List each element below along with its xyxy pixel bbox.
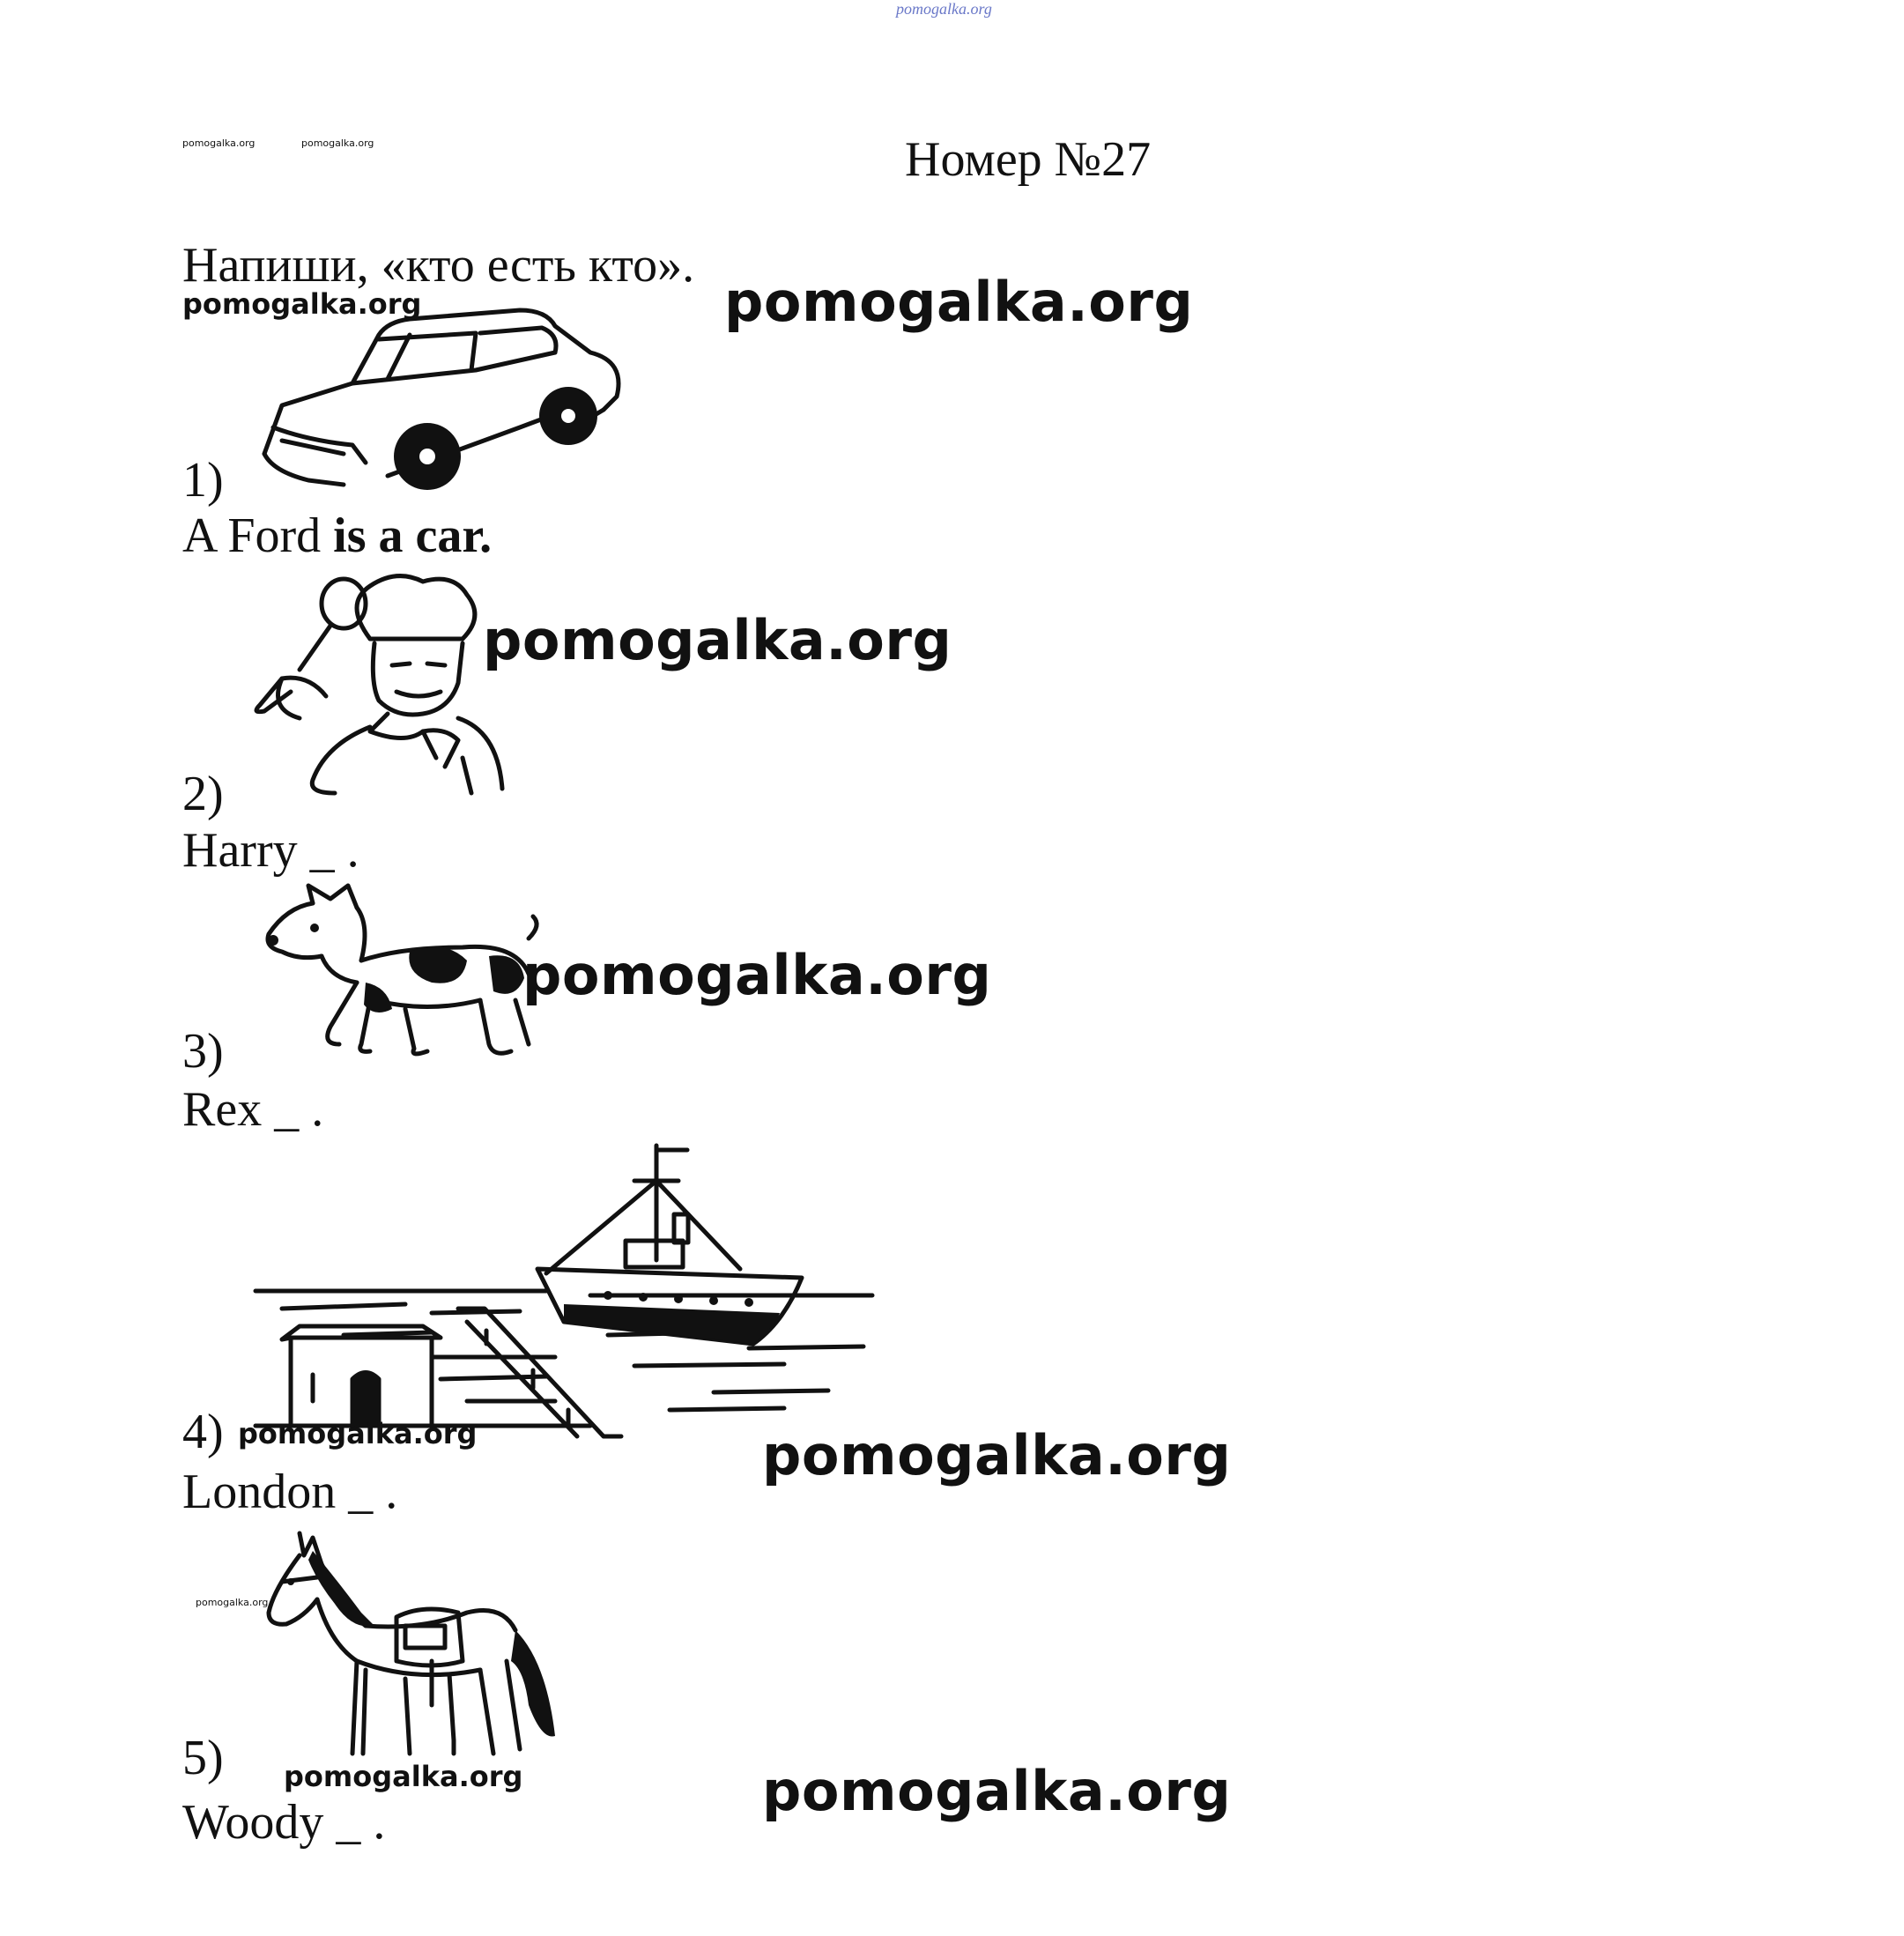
item-2-number: 2): [182, 767, 224, 821]
instruction-watermark-small: pomogalka.org: [182, 287, 422, 321]
item-1-answer: is a car.: [333, 508, 493, 563]
instruction-text: Напиши, «кто есть кто».: [182, 238, 695, 293]
item-3-number: 3): [182, 1024, 224, 1079]
harbour-ship-illustration: [256, 1146, 872, 1441]
instruction-watermark-big: pomogalka.org: [724, 270, 1194, 334]
item-5-watermark-big: pomogalka.org: [762, 1759, 1232, 1823]
cook-watermark: pomogalka.org: [483, 608, 952, 672]
item-3-subject: Rex: [182, 1082, 263, 1137]
horse-watermark-tiny: pomogalka.org: [196, 1597, 269, 1608]
item-2-subject: Harry: [182, 823, 298, 878]
item-1-number: 1): [182, 453, 224, 508]
header-watermark-2: pomogalka.org: [301, 137, 374, 149]
top-watermark: pomogalka.org: [896, 0, 992, 18]
item-1-sentence: [182, 508, 493, 563]
item-5-sentence: [182, 1795, 386, 1850]
item-4-watermark-big: pomogalka.org: [762, 1423, 1232, 1487]
header-watermark-1: pomogalka.org: [182, 137, 256, 149]
item-5-watermark-small: pomogalka.org: [284, 1760, 523, 1793]
dog-illustration: [260, 877, 542, 1066]
dog-watermark: pomogalka.org: [522, 943, 992, 1007]
item-3-sentence: [182, 1082, 324, 1137]
horse-illustration: [264, 1529, 564, 1767]
item-2-sentence: [182, 823, 359, 878]
cook-illustration: [247, 568, 511, 797]
item-4-sentence: [182, 1467, 397, 1517]
car-illustration: [256, 300, 630, 493]
item-4-subject: London: [182, 1465, 337, 1519]
page-title: Номер №27: [905, 132, 1152, 187]
item-5-number: 5): [182, 1731, 224, 1785]
item-5-blank: _ .: [336, 1795, 386, 1850]
item-4-watermark-small: pomogalka.org: [238, 1417, 478, 1450]
item-1-subject: A Ford: [182, 508, 322, 563]
item-5-subject: Woody: [182, 1795, 324, 1850]
item-2-blank: _ .: [309, 823, 359, 878]
item-4-number: 4): [182, 1405, 224, 1459]
item-4-blank: _ .: [348, 1465, 398, 1519]
item-3-blank: _ .: [274, 1082, 324, 1137]
